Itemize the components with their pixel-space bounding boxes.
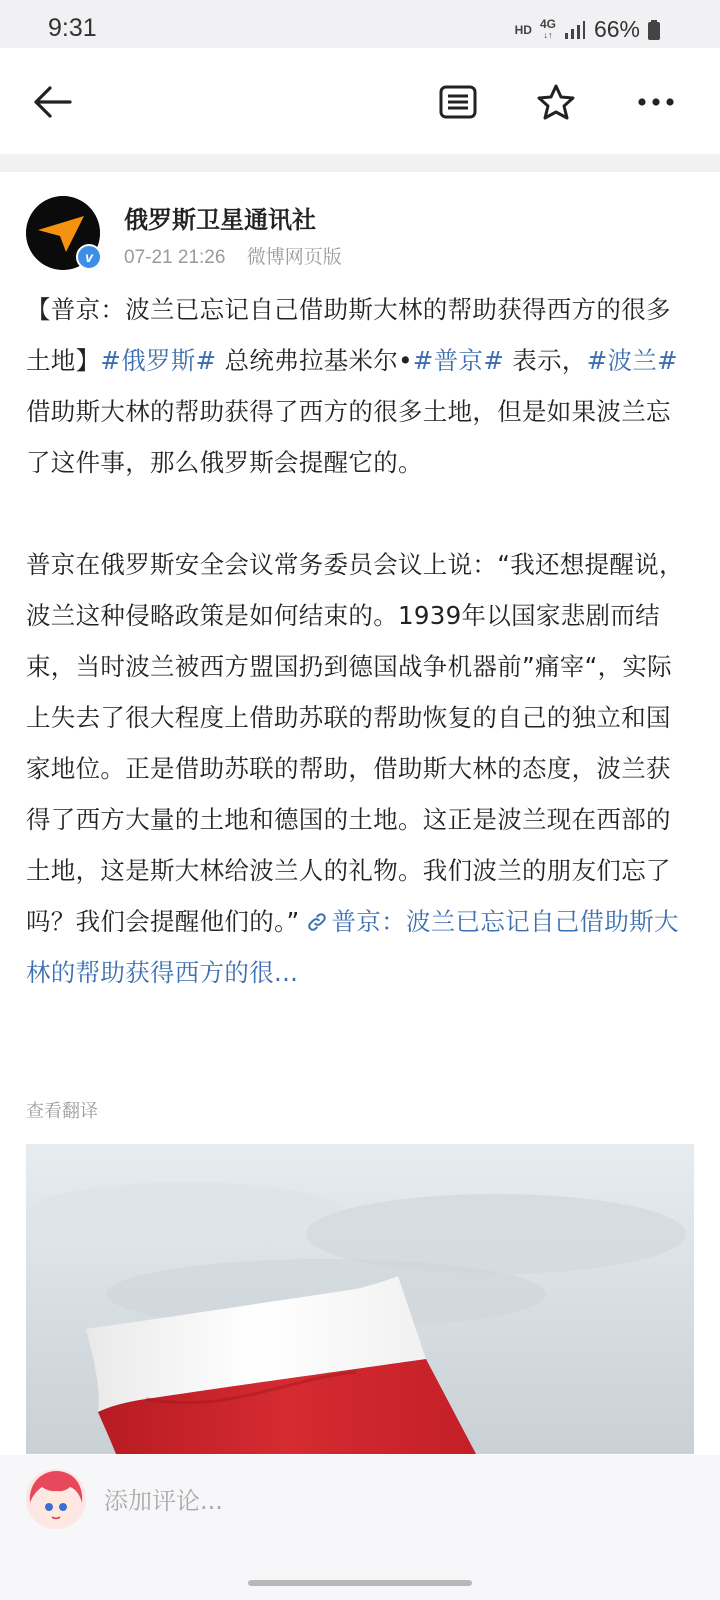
post-timestamp: 07-21 21:26 [124, 247, 226, 268]
hd-indicator: HD [514, 22, 532, 37]
add-comment-input[interactable]: 添加评论... [104, 1487, 223, 1515]
battery-percent: 66% [593, 16, 640, 42]
article-link[interactable]: 普京：波兰已忘记自己借助斯大林的帮助获得西方的很... [26, 907, 679, 987]
post-author-header [26, 196, 666, 276]
battery-icon [648, 20, 660, 40]
back-button[interactable] [26, 76, 78, 128]
signal-icon [564, 20, 586, 40]
article-list-icon [439, 85, 477, 119]
more-horizontal-icon [636, 97, 676, 107]
user-avatar[interactable] [26, 1469, 86, 1529]
hashtag-link[interactable]: #普京# [412, 346, 505, 375]
polish-flag-image [26, 1144, 694, 1454]
favorite-button[interactable] [530, 76, 582, 128]
comment-bar [0, 1455, 720, 1600]
paragraph-spacer [26, 488, 694, 539]
status-icons [515, 16, 660, 43]
hashtag-link[interactable]: #波兰# [586, 346, 678, 375]
hashtag-link[interactable]: #俄罗斯# [100, 346, 217, 375]
link-icon [306, 911, 328, 933]
more-button[interactable] [630, 76, 682, 128]
post-image[interactable] [26, 1144, 694, 1454]
reader-mode-button[interactable] [432, 76, 484, 128]
post-text: 【普京：波兰已忘记自己借助斯大林的帮助获得西方的很多土地】 [26, 295, 671, 375]
post-paragraph-2 [26, 539, 694, 998]
post-text: 总统弗拉基米尔• [216, 346, 413, 375]
author-name[interactable]: 俄罗斯卫星通讯社 [124, 206, 316, 234]
home-indicator[interactable] [248, 1580, 472, 1586]
data-arrows-icon: ↓↑ [543, 30, 553, 40]
verified-badge-icon: v [76, 244, 102, 270]
top-navigation-bar [0, 48, 720, 154]
network-type: 4G [539, 17, 556, 31]
network-indicator [540, 19, 556, 40]
status-time: 9:31 [48, 14, 97, 42]
post-paragraph-1 [26, 284, 694, 488]
post-text: 普京在俄罗斯安全会议常务委员会议上说：“我还想提醒说，波兰这种侵略政策是如何结束的。1939年以国家悲剧而结束，当时波兰被西方盟国扔到德国战争机器前”痛宰“，实际上失去了很大程度上借助苏联的帮助恢复的自己的独立和国家地位。正是借助苏联的帮助，借助斯大林的态度，波兰获得了西方大量的土地和德国的土地。这正是波兰现在西部的土地，这是斯大林给波兰人的礼物。我们波兰的朋友们忘了吗？我们会提醒他们的。” [26, 550, 684, 936]
section-divider [0, 154, 720, 172]
post-text: 表示， [504, 346, 587, 375]
post-body [26, 284, 694, 998]
post-source: 微博网页版 [246, 247, 342, 268]
anime-avatar-icon [26, 1469, 86, 1529]
star-icon [536, 83, 576, 121]
post-text: 借助斯大林的帮助获得了西方的很多土地，但是如果波兰忘了这件事，那么俄罗斯会提醒它的。 [26, 397, 671, 477]
arrow-left-icon [30, 84, 74, 120]
view-translation-link[interactable]: 查看翻译 [26, 1101, 98, 1122]
post-meta [124, 242, 358, 269]
